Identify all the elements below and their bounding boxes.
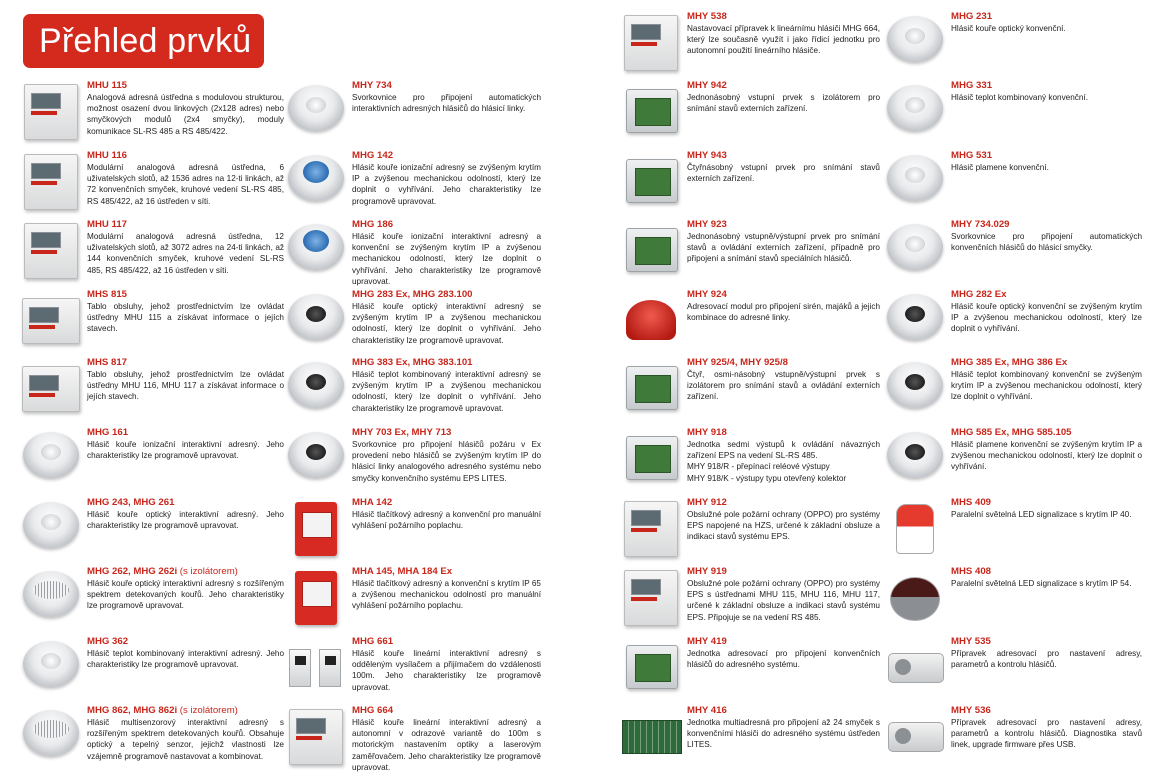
product-item — [618, 636, 880, 699]
product-desc: Paralelní světelná LED signalizace s krytím IP 54. — [951, 579, 1132, 588]
product-desc: Přípravek adresovací pro nastavení adresy, parametrů a kontrolu hlásičů. Diagnostika stavů linek, upgrade firmware přes USB. — [951, 718, 1142, 750]
product-code: MHG 161 — [87, 427, 129, 438]
detector-icon — [882, 428, 948, 490]
product-code-main: MHG 862, MHG 862i — [87, 705, 178, 716]
product-desc: Nastavovací přípravek k lineárnímu hlásiči MHG 664, který lze současně využít i jako řídicí jednotku pro autonomní použití lineárního hlásiče. — [687, 24, 880, 56]
product-item — [18, 219, 284, 282]
product-code-note: (s izolátorem) — [177, 705, 238, 716]
beacon-icon — [882, 498, 948, 560]
product-desc: Hlásič tlačítkový adresný a konvenční s krytím IP 65 a zvýšenou mechanickou odolností pro manuální vyhlášení požárního poplachu. — [352, 579, 541, 611]
product-item — [18, 357, 284, 420]
detector-icon — [882, 12, 948, 74]
product-desc: Hlásič plamene konvenční se zvýšeným krytím IP a zvýšenou mechanickou odolností, který lze doplnit o vyhřívání. — [951, 440, 1142, 472]
programmer-icon — [882, 637, 948, 699]
product-code: MHG 585 Ex, MHG 585.105 — [951, 427, 1072, 438]
operator-panel-icon — [618, 567, 684, 629]
enclosure-icon — [283, 706, 349, 768]
detector-icon — [283, 290, 349, 352]
operator-panel-icon — [18, 358, 84, 420]
module-box-icon — [618, 81, 684, 143]
product-code: MHG 283 Ex, MHG 283.100 — [352, 289, 473, 300]
product-desc: Modulární analogová adresná ústředna, 12 uživatelských slotů, až 3072 adres na 24-ti linkách, až 144 konvenčních smyček, kruhové vedení SL-RS 485, RS 485/422, až 16 ústředen v síti. — [87, 232, 284, 275]
product-code: MHY 942 — [687, 80, 727, 91]
product-code-main: MHG 262, MHG 262i — [87, 566, 178, 577]
product-desc: Jednotka sedmi výstupů k ovládání návazných zařízení EPS na vedení SL-RS 485. MHY 918/R - přepínací reléové výstupy MHY 918/K - výstupy typu otevřený kolektor — [687, 440, 880, 483]
product-code: MHG 383 Ex, MHG 383.101 — [352, 357, 473, 368]
control-panel-icon — [18, 81, 84, 143]
product-code: MHY 923 — [687, 219, 727, 230]
product-item — [882, 289, 1142, 352]
product-item — [618, 357, 880, 420]
product-item — [882, 427, 1142, 490]
product-desc: Hlásič kouře optický konvenční. — [951, 24, 1066, 33]
product-desc: Hlásič teplot kombinovaný konvenční se zvýšeným krytím IP a zvýšenou mechanickou odolností, který lze doplnit o vyhřívání. — [951, 370, 1142, 402]
product-item — [618, 566, 880, 629]
module-box-icon — [618, 220, 684, 282]
detector-icon — [18, 428, 84, 490]
product-desc: Hlásič kouře ionizační adresný se zvýšeným krytím IP a zvýšenou mechanickou odolností, který lze doplnit o vyhřívání. Jeho charakteristiky lze programově upravovat. — [352, 163, 541, 206]
product-item — [18, 150, 284, 213]
product-item — [618, 497, 880, 560]
product-item — [18, 636, 284, 699]
product-desc: Hlásič teplot kombinovaný konvenční. — [951, 93, 1088, 102]
product-code-note: (s izolátorem) — [177, 566, 238, 577]
detector-icon — [283, 220, 349, 282]
product-code: MHG 282 Ex — [951, 289, 1007, 300]
product-desc: Jednotka multiadresná pro připojení až 24 smyček s konvenčními hlásiči do adresného systému ústředen LITES. — [687, 718, 880, 750]
programmer-icon — [882, 706, 948, 768]
product-desc: Hlásič kouře ionizační interaktivní adresný a konvenční se zvýšeným krytím IP a zvýšenou mechanickou odolností, který lze doplnit o vyhřívání. Jeho charakteristiky lze programově upravovat. — [352, 232, 541, 286]
detector-base-icon — [283, 81, 349, 143]
detector-icon — [18, 637, 84, 699]
product-item — [283, 705, 541, 773]
product-item — [618, 11, 880, 74]
product-code: MHY 943 — [687, 150, 727, 161]
beam-detector-pair-icon — [283, 637, 349, 699]
product-desc: Hlásič kouře lineární interaktivní adresný s odděleným vysílačem a přijímačem do vzdálenosti 100m. Jeho charakteristiky lze programově upravovat. — [352, 649, 541, 692]
product-code: MHS 409 — [951, 497, 991, 508]
product-item — [283, 566, 541, 629]
product-desc: Přípravek adresovací pro nastavení adresy, parametrů a kontrolu hlásičů. — [951, 649, 1142, 670]
product-item — [618, 427, 880, 490]
product-item — [283, 636, 541, 699]
product-desc: Jednonásobný vstupně/výstupní prvek pro snímání stavů a ovládání externích zařízení, případně pro připojení a snímání stavů speciálních hlásičů. — [687, 232, 880, 264]
product-code: MHY 734 — [352, 80, 392, 91]
product-desc: Hlásič plamene konvenční. — [951, 163, 1049, 172]
product-desc: Svorkovnice pro připojení hlásičů požáru v Ex provedení nebo hlásičů se zvýšeným krytím IP do hlásicí linky analogového adresného systému nebo smyčky konvenčního systému EPS LITES. — [352, 440, 541, 483]
product-code: MHA 145, MHA 184 Ex — [352, 566, 453, 577]
product-item — [618, 150, 880, 213]
module-box-icon — [618, 151, 684, 213]
product-desc: Modulární analogová adresná ústředna, 6 uživatelských slotů, až 1536 adres na 12-ti linkách, až 72 konvenčních smyček, kruhové vedení SL-RS 485, RS 485/422, až 16 ústředen v síti. — [87, 163, 284, 206]
product-item — [882, 497, 1142, 560]
product-desc: Čtyřnásobný vstupní prvek pro snímání stavů externích zařízení. — [687, 163, 880, 184]
siren-icon — [618, 290, 684, 352]
product-code: MHU 115 — [87, 80, 127, 91]
product-desc: Jednotka adresovací pro připojení konvenčních hlásičů do adresného systému. — [687, 649, 880, 670]
product-code: MHU 116 — [87, 150, 127, 161]
product-item — [882, 219, 1142, 282]
module-box-icon — [618, 637, 684, 699]
product-desc: Tablo obsluhy, jehož prostřednictvím lze ovládat ústředny MHU 116, MHU 117 a získávat informace o jejích stavech. — [87, 370, 284, 402]
product-item — [18, 566, 284, 629]
product-desc: Hlásič kouře optický konvenční se zvýšeným krytím IP a zvýšenou mechanickou odolností, který lze doplnit o vyhřívání. — [951, 302, 1142, 334]
detector-icon — [18, 706, 84, 768]
product-code — [87, 566, 284, 578]
product-item — [18, 80, 284, 143]
product-item — [618, 80, 880, 143]
product-code: MHG 186 — [352, 219, 394, 230]
product-item — [283, 427, 541, 490]
product-desc: Tablo obsluhy, jehož prostřednictvím lze ovládat ústředny MHU 115 a získávat informace o jejích stavech. — [87, 302, 284, 334]
operator-panel-icon — [18, 290, 84, 352]
product-desc: Hlásič kouře optický interaktivní adresný se zvýšeným krytím IP a zvýšenou mechanickou odolností, který lze doplnit o vyhřívání. Jeho charakteristiky lze programově upravovat. — [352, 302, 541, 345]
product-item — [283, 150, 541, 213]
product-desc: Hlásič multisenzorový interaktivní adresný s rozšířeným spektrem detekovaných kouřů. Obsahuje optický a tepelný senzor, jejichž vlastnosti lze vzájemně programově nastavovat a kombinovat. — [87, 718, 284, 761]
detector-icon — [882, 151, 948, 213]
manual-call-point-icon — [283, 498, 349, 560]
product-item — [618, 219, 880, 282]
product-code: MHY 924 — [687, 289, 727, 300]
product-code: MHG 243, MHG 261 — [87, 497, 175, 508]
product-code — [87, 705, 284, 717]
product-desc: Obslužné pole požární ochrany (OPPO) pro systémy EPS napojené na HZS, určené k základní obsluze a indikaci stavů systému EPS. — [687, 510, 880, 542]
product-item — [882, 705, 1142, 768]
product-code: MHS 817 — [87, 357, 127, 368]
detector-base-icon — [882, 220, 948, 282]
product-code: MHU 117 — [87, 219, 127, 230]
product-desc: Svorkovnice pro připojení automatických konvenčních hlásičů do hlásicí smyčky. — [951, 232, 1142, 253]
product-item — [618, 705, 880, 768]
product-desc: Jednonásobný vstupní prvek s izolátorem pro snímání stavů externích zařízení. — [687, 93, 880, 114]
product-item — [882, 11, 1142, 74]
product-code: MHY 703 Ex, MHY 713 — [352, 427, 452, 438]
product-code: MHG 231 — [951, 11, 993, 22]
product-item — [882, 150, 1142, 213]
product-code: MHY 919 — [687, 566, 727, 577]
product-item — [283, 357, 541, 420]
product-code: MHY 536 — [951, 705, 991, 716]
detector-icon — [882, 290, 948, 352]
product-item — [283, 80, 541, 143]
module-box-icon — [618, 358, 684, 420]
product-code: MHY 734.029 — [951, 219, 1010, 230]
product-item — [18, 705, 284, 768]
product-item — [283, 497, 541, 560]
product-code: MHY 416 — [687, 705, 727, 716]
page-title: Přehled prvků — [23, 14, 264, 68]
product-item — [18, 497, 284, 560]
product-code: MHG 531 — [951, 150, 993, 161]
detector-icon — [283, 151, 349, 213]
product-item — [18, 427, 284, 490]
product-code: MHG 362 — [87, 636, 129, 647]
product-code: MHS 408 — [951, 566, 991, 577]
control-panel-icon — [18, 220, 84, 282]
product-item — [18, 289, 284, 352]
product-item — [283, 289, 541, 352]
operator-panel-icon — [618, 498, 684, 560]
detector-icon — [18, 567, 84, 629]
detector-icon — [882, 81, 948, 143]
product-desc: Analogová adresná ústředna s modulovou strukturou, možnost osazení dvou linkových (2x128 adres) nebo smyčkových modulů (2x4 smyčky), moduly komunikace SL-RS 485 a RS 485/422. — [87, 93, 284, 136]
product-desc: Obslužné pole požární ochrany (OPPO) pro systémy EPS s ústřednami MHU 115, MHU 116, MHU 117, určené k základní obsluze a indikaci stavů systému EPS. Připojuje se na vedení RS 485. — [687, 579, 880, 622]
product-desc: Hlásič tlačítkový adresný a konvenční pro manuální vyhlášení požárního poplachu. — [352, 510, 541, 531]
product-item — [618, 289, 880, 352]
product-item — [882, 357, 1142, 420]
control-panel-icon — [18, 151, 84, 213]
module-box-icon — [618, 428, 684, 490]
detector-base-icon — [283, 428, 349, 490]
product-desc: Hlásič kouře ionizační interaktivní adresný. Jeho charakteristiky lze programově upravovat. — [87, 440, 284, 461]
product-code: MHY 918 — [687, 427, 727, 438]
product-code: MHS 815 — [87, 289, 127, 300]
control-unit-icon — [618, 12, 684, 74]
product-desc: Paralelní světelná LED signalizace s krytím IP 40. — [951, 510, 1132, 519]
product-code: MHG 664 — [352, 705, 394, 716]
product-desc: Hlásič kouře optický interaktivní adresný s rozšířeným spektrem detekovaných kouřů. Jeho charakteristiky lze programově upravovat. — [87, 579, 284, 611]
product-item — [882, 636, 1142, 699]
product-code: MHY 912 — [687, 497, 727, 508]
product-desc: Čtyř, osmi-násobný vstupně/výstupní prvek s izolátorem pro snímání stavů a ovládání externích zařízení. — [687, 370, 880, 402]
detector-icon — [283, 358, 349, 420]
product-code: MHY 419 — [687, 636, 727, 647]
product-desc: Svorkovnice pro připojení automatických interaktivních adresných hlásičů do hlásicí linky. — [352, 93, 541, 114]
product-code: MHY 538 — [687, 11, 727, 22]
product-code: MHG 661 — [352, 636, 394, 647]
pcb-icon — [618, 706, 684, 768]
product-item — [283, 219, 541, 287]
product-code: MHG 142 — [352, 150, 394, 161]
product-desc: Hlásič teplot kombinovaný interaktivní adresný. Jeho charakteristiky lze programově upravovat. — [87, 649, 284, 670]
product-desc: Adresovací modul pro připojení sirén, majáků a jejich kombinace do adresné linky. — [687, 302, 880, 323]
detector-icon — [18, 498, 84, 560]
product-item — [882, 566, 1142, 629]
product-desc: Hlásič kouře optický interaktivní adresný. Jeho charakteristiky lze programově upravovat. — [87, 510, 284, 531]
beacon-icon — [882, 567, 948, 629]
product-code: MHG 385 Ex, MHG 386 Ex — [951, 357, 1068, 368]
product-item — [882, 80, 1142, 143]
product-code: MHY 925/4, MHY 925/8 — [687, 357, 788, 368]
product-code: MHA 142 — [352, 497, 393, 508]
detector-icon — [882, 358, 948, 420]
product-code: MHY 535 — [951, 636, 991, 647]
manual-call-point-icon — [283, 567, 349, 629]
product-desc: Hlásič teplot kombinovaný interaktivní adresný se zvýšeným krytím IP a zvýšenou mechanickou odolností, který lze doplnit o vyhřívání. Jeho charakteristiky lze programově upravovat. — [352, 370, 541, 413]
product-code: MHG 331 — [951, 80, 993, 91]
product-desc: Hlásič kouře lineární interaktivní adresný a autonomní v odrazové variantě do 100m s motorickým nastavením optiky a laserovým zaměřovačem. Jeho charakteristiky lze programově upravovat. — [352, 718, 541, 772]
